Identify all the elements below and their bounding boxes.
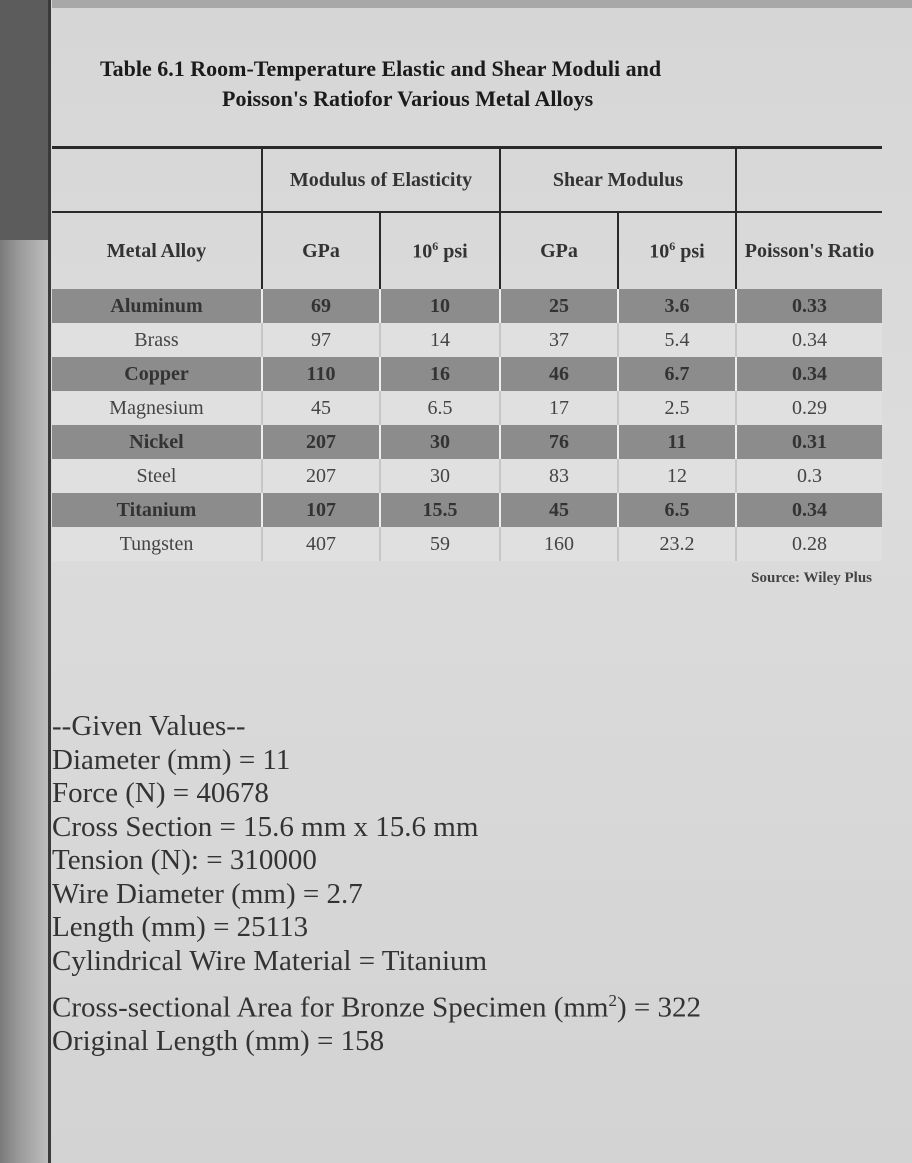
- header-e-gpa: GPa: [262, 212, 380, 289]
- cell-g-psi: 12: [618, 459, 736, 493]
- cell-ratio: 0.31: [736, 425, 882, 459]
- cell-g-gpa: 37: [500, 323, 618, 357]
- table-row: [52, 425, 882, 459]
- header-e-psi: $10^6$ psi: [380, 212, 500, 289]
- cell-e-psi: 30: [380, 425, 500, 459]
- cell-e-gpa: 97: [262, 323, 380, 357]
- given-original-length: Original Length (mm) = 158: [52, 1025, 385, 1058]
- cell-ratio: 0.34: [736, 357, 882, 391]
- cell-e-psi: 15.5: [380, 493, 500, 527]
- cell-e-gpa: 69: [262, 289, 380, 323]
- cell-g-gpa: 17: [500, 391, 618, 425]
- cell-g-psi: 6.7: [618, 357, 736, 391]
- given-material: Cylindrical Wire Material = Titanium: [52, 944, 488, 977]
- cell-ratio: 0.34: [736, 323, 882, 357]
- cell-ratio: 0.28: [736, 527, 882, 561]
- source-note: Source: Wiley Plus: [751, 570, 872, 586]
- table-row: [52, 459, 882, 493]
- given-length: Length (mm) = 25113: [52, 911, 309, 943]
- header-g-gpa: GPa: [500, 212, 618, 289]
- table-row: [52, 493, 882, 527]
- cell-e-gpa: 407: [262, 527, 380, 561]
- given-cross-section: Cross Section = 15.6 mm x 15.6 mm: [52, 810, 479, 843]
- cell-e-gpa: 45: [262, 391, 380, 425]
- cell-g-psi: 11: [618, 425, 736, 459]
- cell-alloy: Aluminum: [52, 289, 262, 323]
- cell-g-gpa: 45: [500, 493, 618, 527]
- header-metal-alloy: Metal Alloy: [52, 212, 262, 289]
- cell-g-gpa: 46: [500, 357, 618, 391]
- cell-alloy: Steel: [52, 459, 262, 493]
- cell-g-gpa: 25: [500, 289, 618, 323]
- cell-alloy: Magnesium: [52, 391, 262, 425]
- header-empty-cell: [52, 148, 262, 213]
- cell-g-psi: 3.6: [618, 289, 736, 323]
- given-values-block: [52, 710, 701, 1059]
- caption-line-2: Poisson's Ratiofor Various Metal Alloys: [222, 86, 594, 111]
- cell-g-psi: 5.4: [618, 323, 736, 357]
- header-poisson-ratio: Poisson's Ratio: [736, 212, 882, 289]
- cell-e-psi: 59: [380, 527, 500, 561]
- cell-alloy: Tungsten: [52, 527, 262, 561]
- caption-line-1: Table 6.1 Room-Temperature Elastic and Shear Moduli and: [100, 56, 662, 81]
- cell-alloy: Nickel: [52, 425, 262, 459]
- header-empty-cell: [736, 148, 882, 213]
- table-row: [52, 527, 882, 561]
- document-sheet: [52, 8, 912, 1163]
- cell-ratio: 0.29: [736, 391, 882, 425]
- cell-g-psi: 2.5: [618, 391, 736, 425]
- cell-e-psi: 14: [380, 323, 500, 357]
- cell-g-gpa: 83: [500, 459, 618, 493]
- given-wire-diameter: Wire Diameter (mm) = 2.7: [52, 877, 363, 910]
- table-row: [52, 323, 882, 357]
- cell-alloy: Brass: [52, 323, 262, 357]
- cell-e-gpa: 107: [262, 493, 380, 527]
- cell-g-psi: 23.2: [618, 527, 736, 561]
- table-row: [52, 289, 882, 323]
- table-row: [52, 357, 882, 391]
- cell-alloy: Titanium: [52, 493, 262, 527]
- header-shear-modulus: Shear Modulus: [500, 148, 736, 213]
- header-g-psi: $10^6$ psi: [618, 212, 736, 289]
- cell-g-psi: 6.5: [618, 493, 736, 527]
- given-heading: --Given Values--: [52, 710, 246, 742]
- table-caption: [100, 54, 860, 114]
- elastic-properties-table: [52, 146, 882, 561]
- cell-e-gpa: 207: [262, 425, 380, 459]
- cell-e-psi: 6.5: [380, 391, 500, 425]
- header-modulus-elasticity: Modulus of Elasticity: [262, 148, 500, 213]
- cell-g-gpa: 76: [500, 425, 618, 459]
- given-force: Force (N) = 40678: [52, 777, 269, 809]
- cell-ratio: 0.33: [736, 289, 882, 323]
- cell-g-gpa: 160: [500, 527, 618, 561]
- cell-alloy: Copper: [52, 357, 262, 391]
- given-tension: Tension (N): = 310000: [52, 844, 317, 876]
- cell-e-psi: 10: [380, 289, 500, 323]
- cell-e-gpa: 207: [262, 459, 380, 493]
- table-row: [52, 391, 882, 425]
- photo-top-edge: [52, 0, 912, 8]
- cell-e-gpa: 110: [262, 357, 380, 391]
- cell-ratio: 0.34: [736, 493, 882, 527]
- cell-e-psi: 30: [380, 459, 500, 493]
- given-cross-sectional-area: Cross-sectional Area for Bronze Specimen $(mm^2) = 322$: [52, 991, 701, 1024]
- photo-dark-corner: [0, 0, 48, 240]
- cell-e-psi: 16: [380, 357, 500, 391]
- cell-ratio: 0.3: [736, 459, 882, 493]
- given-diameter: Diameter (mm) = 11: [52, 743, 291, 776]
